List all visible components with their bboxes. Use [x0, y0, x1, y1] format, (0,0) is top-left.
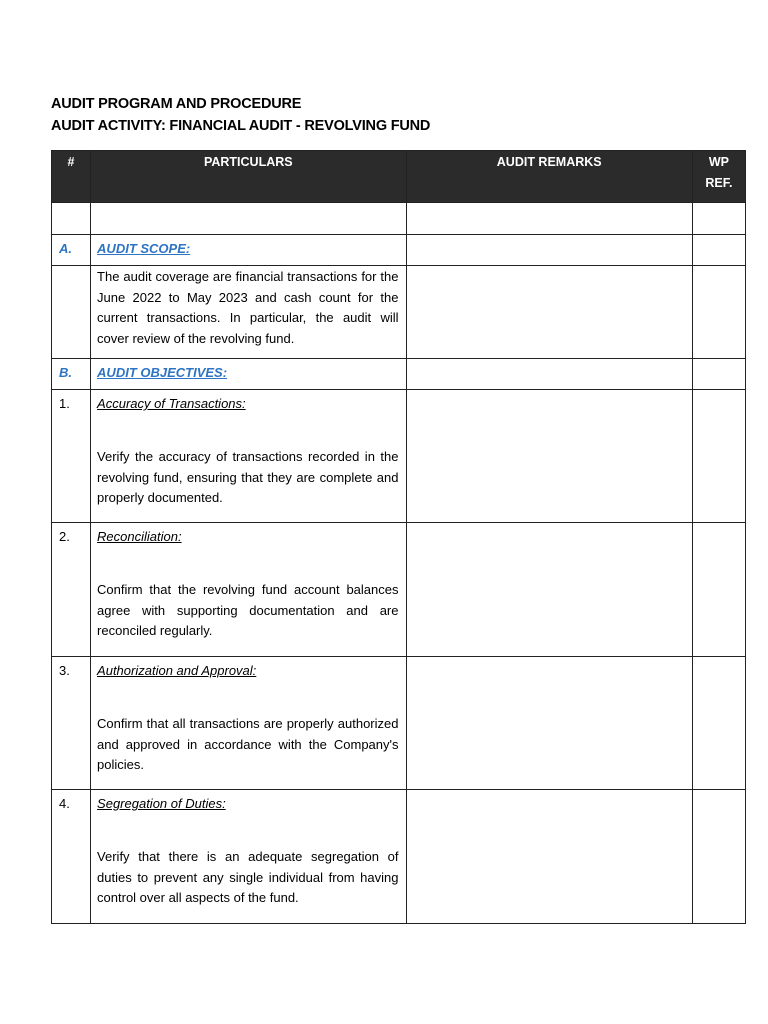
- table-header-row: [52, 151, 746, 203]
- wp-ref-cell: [692, 523, 745, 657]
- column-header-particulars: PARTICULARS: [91, 151, 406, 203]
- objective-row-2: [52, 523, 746, 657]
- objective-title: Segregation of Duties:: [97, 796, 226, 811]
- table-cell: [52, 266, 91, 359]
- remarks-cell: [406, 523, 692, 657]
- wp-ref-cell: [692, 266, 745, 359]
- section-a-text-row: [52, 266, 746, 359]
- section-a-row: [52, 235, 746, 266]
- objective-number: 4.: [52, 790, 91, 924]
- audit-scope-cell: [91, 266, 406, 359]
- column-header-number: #: [52, 151, 91, 203]
- column-header-audit-remarks: AUDIT REMARKS: [406, 151, 692, 203]
- section-a-label: AUDIT SCOPE:: [91, 235, 406, 266]
- remarks-cell: [406, 657, 692, 790]
- empty-row: [52, 203, 746, 235]
- audit-program-table: [51, 150, 746, 924]
- objective-row-3: [52, 657, 746, 790]
- wp-ref-cell: [692, 390, 745, 523]
- objective-number: 3.: [52, 657, 91, 790]
- objective-row-4: [52, 790, 746, 924]
- document-title: AUDIT PROGRAM AND PROCEDURE: [51, 96, 302, 112]
- objective-cell: [91, 790, 406, 924]
- objective-text: Confirm that the revolving fund account balances agree with supporting documentation and are reconciled regularly.: [97, 582, 399, 639]
- objective-cell: [91, 523, 406, 657]
- objective-row-1: [52, 390, 746, 523]
- table-cell: [692, 203, 745, 235]
- remarks-cell: [406, 235, 692, 266]
- section-b-row: [52, 359, 746, 390]
- wp-ref-line-1: WP: [708, 155, 730, 169]
- remarks-cell: [406, 359, 692, 390]
- remarks-cell: [406, 790, 692, 924]
- wp-ref-cell: [692, 657, 745, 790]
- wp-ref-line-2: REF.: [705, 176, 733, 190]
- wp-ref-cell: [692, 235, 745, 266]
- objective-text: Verify the accuracy of transactions recorded in the revolving fund, ensuring that they are complete and properly documented.: [97, 449, 399, 506]
- table-cell: [91, 203, 406, 235]
- objective-cell: [91, 390, 406, 523]
- table-cell: [52, 203, 91, 235]
- objective-title: Accuracy of Transactions:: [97, 396, 246, 411]
- section-b-letter: B.: [52, 359, 91, 390]
- audit-activity-title: AUDIT ACTIVITY: FINANCIAL AUDIT - REVOLVING FUND: [51, 118, 431, 134]
- objective-cell: [91, 657, 406, 790]
- section-a-letter: A.: [52, 235, 91, 266]
- objective-text: Verify that there is an adequate segregation of duties to prevent any single individual from having control over all aspects of the fund.: [97, 849, 399, 906]
- table-cell: [406, 203, 692, 235]
- wp-ref-cell: [692, 790, 745, 924]
- objective-number: 2.: [52, 523, 91, 657]
- section-b-label: AUDIT OBJECTIVES:: [91, 359, 406, 390]
- objective-number: 1.: [52, 390, 91, 523]
- column-header-wp-ref: [692, 151, 745, 203]
- wp-ref-cell: [692, 359, 745, 390]
- objective-title: Authorization and Approval:: [97, 663, 257, 678]
- objective-title: Reconciliation:: [97, 529, 182, 544]
- audit-scope-text: The audit coverage are financial transactions for the June 2022 to May 2023 and cash count for the current transactions. In particular, the audit will cover review of the revolving fund.: [97, 269, 399, 347]
- remarks-cell: [406, 390, 692, 523]
- objective-text: Confirm that all transactions are properly authorized and approved in accordance with the Company's policies.: [97, 716, 399, 773]
- remarks-cell: [406, 266, 692, 359]
